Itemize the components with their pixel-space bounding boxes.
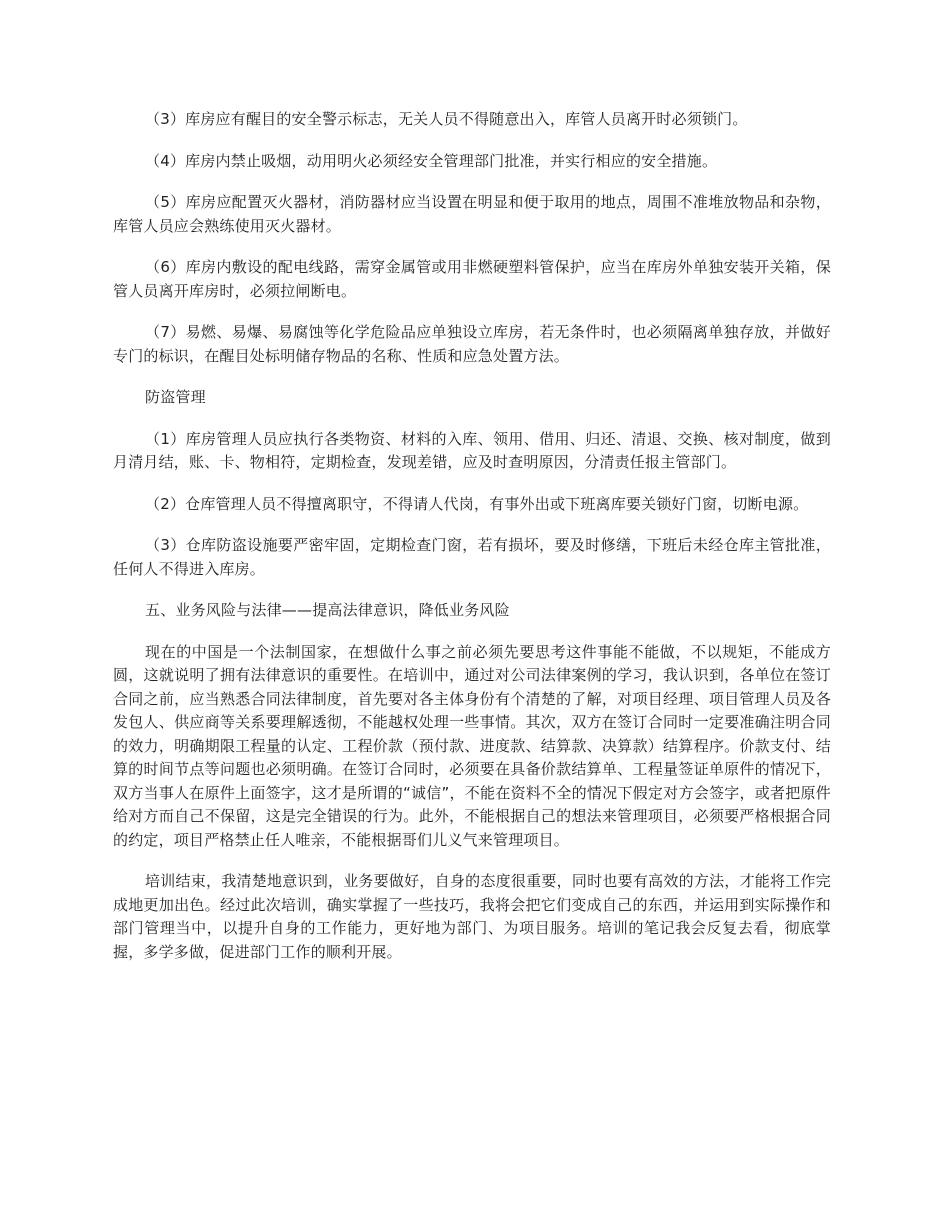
storage-rule-3: （3）库房应有醒目的安全警示标志，无关人员不得随意出入，库管人员离开时必须锁门。	[145, 110, 748, 128]
storage-rule-5: （5）库房应配置灭火器材，消防器材应当设置在明显和便于取用的地点，周围不准堆放物品和杂物，库管人员应会熟练使用灭火器材。	[113, 193, 831, 235]
conclusion-paragraph: 培训结束，我清楚地意识到，业务要做好，自身的态度很重要，同时也要有高效的方法，才能将工作完成地更加出色。经过此次培训，确实掌握了一些技巧，我将会把它们变成自己的东西，并运用到实际操作和部门管理当中，以提升自身的工作能力，更好地为部门、为项目服务。培训的笔记我会反复去看，彻底掌握，多学多做，促进部门工作的顺利开展。	[113, 872, 831, 961]
document-page	[113, 108, 831, 982]
theft-rule-1: （1）库房管理人员应执行各类物资、材料的入库、领用、借用、归还、清退、交换、核对制度，做到月清月结，账、卡、物相符，定期检查，发现差错，应及时查明原因，分清责任报主管部门。	[113, 429, 831, 471]
theft-management-heading: 防盗管理	[145, 388, 206, 406]
theft-rule-2: （2）仓库管理人员不得擅离职守，不得请人代岗，有事外出或下班离库要关锁好门窗，切断电源。	[145, 494, 809, 513]
theft-rule-3: （3）仓库防盗设施要严密牢固，定期检查门窗，若有损坏，要及时修缮，下班后未经仓库主管批准，任何人不得进入库房。	[113, 536, 831, 578]
section-5-heading: 五、业务风险与法律——提高法律意识，降低业务风险	[145, 601, 510, 619]
storage-rule-6: （6）库房内敷设的配电线路，需穿金属管或用非燃硬塑料管保护，应当在库房外单独安装开关箱，保管人员离开库房时，必须拉闸断电。	[113, 258, 831, 300]
section-5-body: 现在的中国是一个法制国家，在想做什么事之前必须先要思考这件事能不能做，不以规矩，不能成方圆，这就说明了拥有法律意识的重要性。在培训中，通过对公司法律案例的学习，我认识到，各单位在签订合同之前，应当熟悉合同法律制度，首先要对各主体身份有个清楚的了解，对项目经理、项目管理人员及各发包人、供应商等关系要理解透彻，不能越权处理一些事情。其次，双方在签订合同时一定要准确注明合同的效力，明确期限工程量的认定、工程价款（预付款、进度款、结算款、决算款）结算程序。价款支付、结算的时间节点等问题也必须明确。在签订合同时，必须要在具备价款结算单、工程量签证单原件的情况下，双方当事人在原件上面签字，这才是所谓的“诚信”，不能在资料不全的情况下假定对方会签字，或者把原件给对方而自己不保留，这是完全错误的行为。此外，不能根据自己的想法来管理项目，必须要严格根据合同的约定，项目严格禁止任人唯亲，不能根据哥们儿义气来管理项目。	[113, 642, 831, 849]
storage-rule-7: （7）易燃、易爆、易腐蚀等化学危险品应单独设立库房，若无条件时，也必须隔离单独存放，并做好专门的标识，在醒目处标明储存物品的名称、性质和应急处置方法。	[113, 323, 831, 365]
storage-rule-4: （4）库房内禁止吸烟，动用明火必须经安全管理部门批准，并实行相应的安全措施。	[145, 151, 718, 170]
